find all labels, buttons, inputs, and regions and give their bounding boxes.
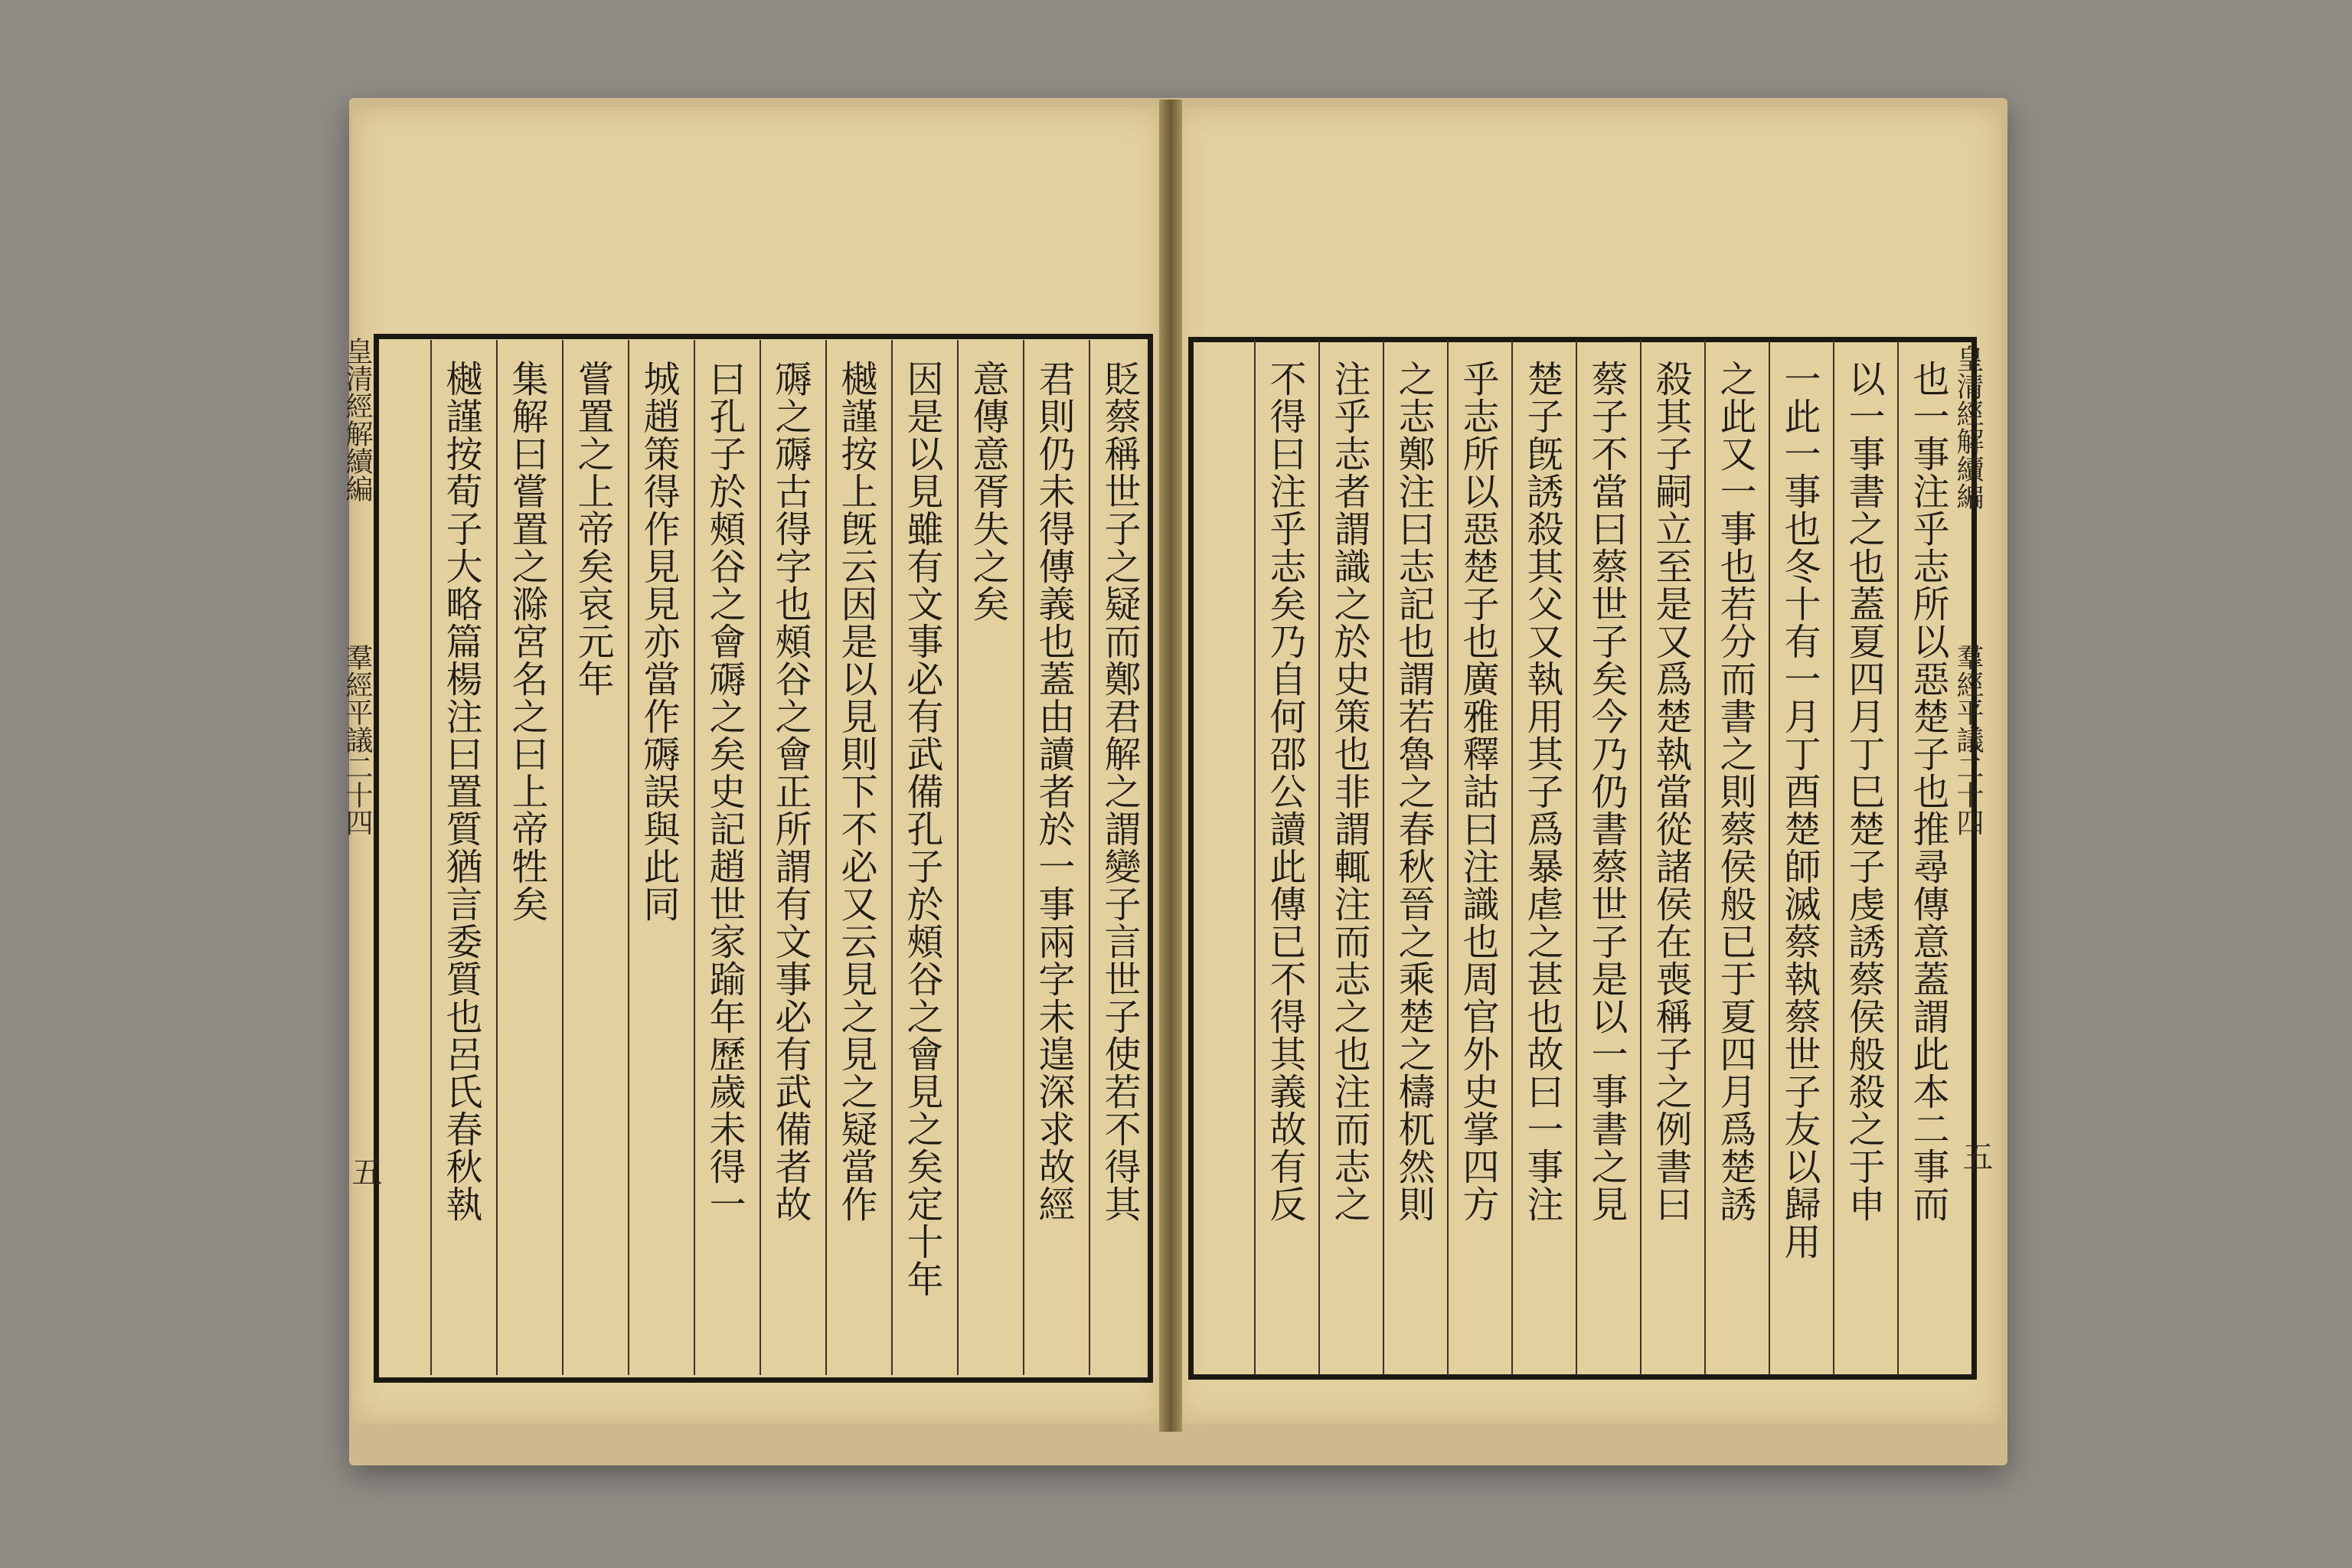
column-rule: [430, 340, 432, 1375]
column-rule: [957, 340, 959, 1375]
text-column: 䢆之䢆古得字也頰谷之會正所謂有文事必有武備者故: [769, 360, 812, 1223]
column-rule: [891, 340, 893, 1375]
column-rule: [562, 340, 564, 1375]
text-column: 注乎志者謂識之於史策也非謂輒注而志之也注而志之: [1328, 360, 1370, 1223]
column-rule: [628, 340, 629, 1375]
column-rule: [1769, 340, 1770, 1375]
column-rule: [1576, 340, 1577, 1375]
column-rule: [1640, 340, 1642, 1375]
column-rule: [694, 340, 695, 1375]
text-column: 因是以見雖有文事必有武備孔子於頰谷之會見之矣定十年: [900, 360, 943, 1298]
text-column: 殺其子嗣立至是又爲楚執當從諸侯在喪稱子之例書曰: [1649, 360, 1692, 1223]
text-column: 不得曰注乎志矣乃自何邵公讀此傳已不得其義故有反: [1263, 360, 1306, 1223]
column-rule: [1089, 340, 1090, 1375]
text-column: 以一事書之也蓋夏四月丁巳楚子虔誘蔡侯般殺之于申: [1842, 360, 1885, 1223]
text-column: 楚子旣誘殺其父又執用其子爲暴虐之甚也故曰一事注: [1521, 360, 1563, 1223]
column-rule: [1383, 340, 1384, 1375]
text-column: 集解曰嘗置之滁宮名之曰上帝牲矣: [505, 360, 548, 923]
book-gutter: [1159, 100, 1182, 1432]
column-rule: [1023, 340, 1024, 1375]
left-page-number: 五: [347, 1156, 382, 1187]
column-rule: [496, 340, 498, 1375]
text-column: 乎志所以惡楚子也廣雅釋詁曰注識也周官外史掌四方: [1456, 360, 1499, 1223]
text-column: 也一事注乎志所以惡楚子也推尋傳意蓋謂此本二事而: [1906, 360, 1949, 1223]
column-rule: [1897, 340, 1899, 1375]
right-page-number: 五: [1958, 1141, 1993, 1171]
text-column: 之志鄭注曰志記也謂若魯之春秋晉之乘楚之檮杌然則: [1392, 360, 1435, 1223]
text-column: 一此一事也冬十有一月丁酉楚師滅蔡執蔡世子友以歸用: [1778, 360, 1821, 1260]
column-rule: [1704, 340, 1706, 1375]
text-column: 之此又一事也若分而書之則蔡侯般已于夏四月爲楚誘: [1713, 360, 1756, 1223]
column-rule: [1254, 340, 1256, 1375]
right-margin-title: 皇清經解續編: [1952, 345, 1984, 510]
left-margin-title: 皇清經解續編: [341, 337, 373, 502]
column-rule: [1833, 340, 1834, 1375]
text-column: 意傳意胥失之矣: [966, 360, 1009, 622]
column-rule: [1447, 340, 1449, 1375]
column-rule: [1511, 340, 1513, 1375]
column-rule: [825, 340, 827, 1375]
text-column: 城趙策得作見見亦當作䢆誤與此同: [637, 360, 680, 923]
text-column: 曰孔子於頰谷之會䢆之矣史記趙世家踰年歷歲未得一: [703, 360, 746, 1223]
left-margin-subtitle: 羣經平議二十四: [341, 643, 373, 836]
text-column: 嘗置之上帝矣哀元年: [571, 360, 614, 697]
text-column: 君則仍未得傳義也蓋由讀者於一事兩字未遑深求故經: [1032, 360, 1075, 1223]
text-column: 樾謹按荀子大略篇楊注曰置質猶言委質也呂氏春秋執: [439, 360, 482, 1223]
column-rule: [760, 340, 761, 1375]
text-column: 蔡子不當曰蔡世子矣今乃仍書蔡世子是以一事書之見: [1585, 360, 1628, 1223]
text-column: 貶蔡稱世子之疑而鄭君解之謂變子言世子使若不得其: [1098, 360, 1141, 1223]
text-column: 樾謹按上旣云因是以見則下不必又云見之見之疑當作: [835, 360, 877, 1223]
column-rule: [1318, 340, 1320, 1375]
right-margin-subtitle: 羣經平議二十四: [1952, 643, 1984, 836]
bleed-through: [919, 115, 961, 144]
